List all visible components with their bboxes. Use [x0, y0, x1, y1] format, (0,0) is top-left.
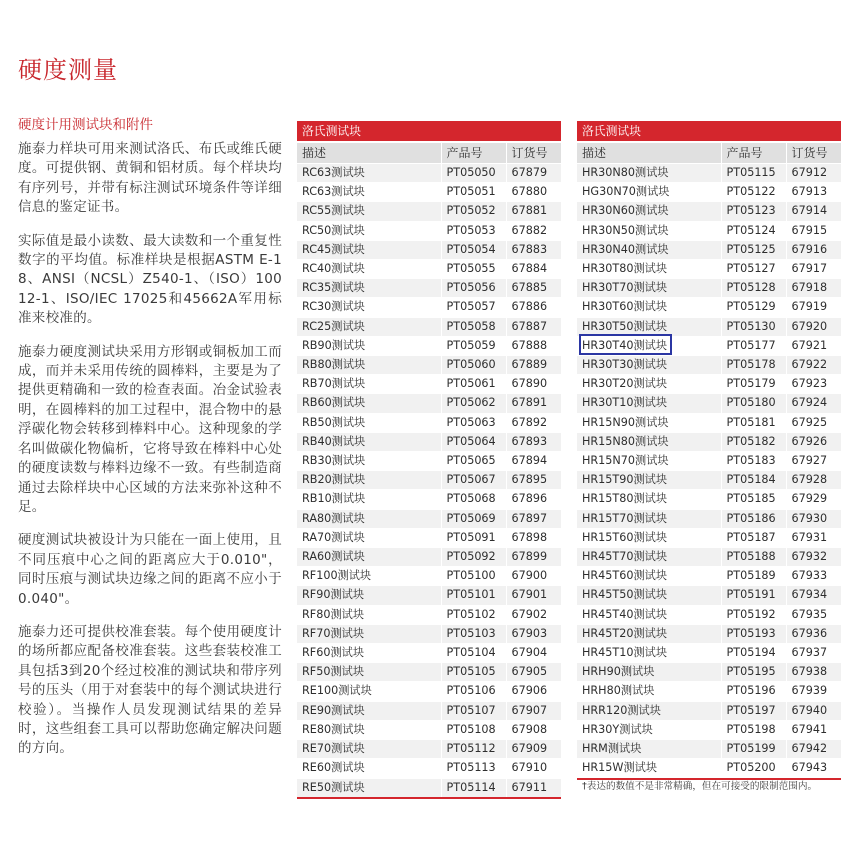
- cell-order-no: 67935: [786, 605, 841, 624]
- table-row: [577, 452, 841, 471]
- cell-description: RA60测试块: [297, 548, 441, 567]
- cell-order-no: 67910: [506, 759, 561, 778]
- cell-description: HR30T30测试块: [577, 356, 721, 375]
- cell-product-no: PT05059: [441, 336, 506, 355]
- cell-product-no: PT05104: [441, 644, 506, 663]
- cell-order-no: 67880: [506, 183, 561, 202]
- paragraph-4: 硬度测试块被设计为只能在一面上使用，且不同压痕中心之间的距离应大于0.010"，同时压痕与测试块边缘之间的距离不应小于0.040"。: [18, 532, 282, 607]
- table-row: [297, 298, 561, 317]
- cell-order-no: 67938: [786, 663, 841, 682]
- cell-order-no: 67887: [506, 317, 561, 336]
- cell-description: RE50测试块: [297, 778, 441, 798]
- cell-product-no: PT05196: [721, 682, 786, 701]
- cell-order-no: 67934: [786, 586, 841, 605]
- cell-order-no: 67900: [506, 567, 561, 586]
- table-row: [577, 586, 841, 605]
- cell-order-no: 67885: [506, 279, 561, 298]
- table-title: 洛氏测试块: [297, 121, 561, 142]
- cell-order-no: 67884: [506, 260, 561, 279]
- cell-description: RB40测试块: [297, 432, 441, 451]
- page-title: 硬度测量: [18, 56, 118, 84]
- cell-description: HR30T50测试块: [577, 317, 721, 336]
- cell-order-no: 67906: [506, 682, 561, 701]
- cell-product-no: PT05058: [441, 317, 506, 336]
- cell-description: HRH80测试块: [577, 682, 721, 701]
- cell-product-no: PT05106: [441, 682, 506, 701]
- cell-product-no: PT05103: [441, 624, 506, 643]
- table-row: [577, 490, 841, 509]
- cell-order-no: 67943: [786, 759, 841, 779]
- table-title: 洛氏测试块: [577, 121, 841, 142]
- cell-order-no: 67892: [506, 413, 561, 432]
- cell-product-no: PT05178: [721, 356, 786, 375]
- cell-product-no: PT05198: [721, 720, 786, 739]
- cell-product-no: PT05184: [721, 471, 786, 490]
- table-row: [297, 413, 561, 432]
- cell-description: RB10测试块: [297, 490, 441, 509]
- cell-product-no: PT05092: [441, 548, 506, 567]
- cell-description: HR15T60测试块: [577, 528, 721, 547]
- cell-product-no: PT05191: [721, 586, 786, 605]
- cell-description: RF60测试块: [297, 644, 441, 663]
- cell-product-no: PT05180: [721, 394, 786, 413]
- cell-description: RA70测试块: [297, 528, 441, 547]
- cell-product-no: PT05069: [441, 509, 506, 528]
- cell-description: RF50测试块: [297, 663, 441, 682]
- cell-description: RE90测试块: [297, 701, 441, 720]
- cell-description: HRM测试块: [577, 740, 721, 759]
- cell-product-no: PT05193: [721, 624, 786, 643]
- cell-order-no: 67933: [786, 567, 841, 586]
- cell-order-no: 67932: [786, 548, 841, 567]
- table-row: [297, 490, 561, 509]
- cell-description: RB90测试块: [297, 336, 441, 355]
- table-row: [297, 452, 561, 471]
- cell-product-no: PT05186: [721, 509, 786, 528]
- table-row: [577, 260, 841, 279]
- table-row: [297, 336, 561, 355]
- cell-description: HR15W测试块: [577, 759, 721, 779]
- table-row: [297, 471, 561, 490]
- cell-product-no: PT05091: [441, 528, 506, 547]
- table-row: [577, 356, 841, 375]
- cell-order-no: 67929: [786, 490, 841, 509]
- cell-description: RB20测试块: [297, 471, 441, 490]
- cell-order-no: 67911: [506, 778, 561, 798]
- table-row: [297, 548, 561, 567]
- cell-product-no: PT05051: [441, 183, 506, 202]
- table-title-row: [297, 121, 561, 142]
- cell-product-no: PT05062: [441, 394, 506, 413]
- table-row: [577, 740, 841, 759]
- table-row: [577, 548, 841, 567]
- table-row: [577, 471, 841, 490]
- cell-description: HR45T10测试块: [577, 644, 721, 663]
- cell-product-no: PT05183: [721, 452, 786, 471]
- cell-product-no: PT05185: [721, 490, 786, 509]
- cell-order-no: 67939: [786, 682, 841, 701]
- cell-product-no: PT05187: [721, 528, 786, 547]
- cell-order-no: 67879: [506, 164, 561, 183]
- table-row: [297, 740, 561, 759]
- cell-product-no: PT05064: [441, 432, 506, 451]
- cell-description: RC63测试块: [297, 183, 441, 202]
- cell-product-no: PT05065: [441, 452, 506, 471]
- cell-description: HRH90测试块: [577, 663, 721, 682]
- cell-order-no: 67918: [786, 279, 841, 298]
- cell-order-no: 67902: [506, 605, 561, 624]
- cell-product-no: PT05114: [441, 778, 506, 798]
- cell-order-no: 67899: [506, 548, 561, 567]
- cell-product-no: PT05127: [721, 260, 786, 279]
- cell-description: RA80测试块: [297, 509, 441, 528]
- table-row: [577, 164, 841, 183]
- rockwell-test-block-table-2: [577, 121, 841, 780]
- cell-product-no: PT05182: [721, 432, 786, 451]
- cell-description: HR30T70测试块: [577, 279, 721, 298]
- table-row: [297, 432, 561, 451]
- paragraph-5: 施泰力还可提供校准套装。每个使用硬度计的场所都应配备校准套装。这些套装校准工具包括3到20个经过校准的测试块和带序列号的压头（用于对套装中的每个测试块进行校验）。当操作人员发现测试结果的差异时，这些组套工具可以帮助您确定解决问题的方向。: [18, 623, 282, 757]
- table-row: [577, 279, 841, 298]
- cell-description: HR45T20测试块: [577, 624, 721, 643]
- cell-description: HR30T10测试块: [577, 394, 721, 413]
- cell-order-no: 67881: [506, 202, 561, 221]
- cell-product-no: PT05100: [441, 567, 506, 586]
- table-row: [577, 375, 841, 394]
- column-header-product-no: 产品号: [721, 142, 786, 164]
- cell-order-no: 67913: [786, 183, 841, 202]
- table-row: [297, 605, 561, 624]
- paragraph-2: 实际值是最小读数、最大读数和一个重复性数字的平均值。标准样块是根据ASTM E-18、ANSI（NCSL）Z540-1、（ISO）10012-1、ISO/IEC 17025和45662A军用标准来校准的。: [18, 232, 282, 327]
- intro-text-column: [18, 116, 282, 773]
- cell-product-no: PT05054: [441, 240, 506, 259]
- cell-description: RF100测试块: [297, 567, 441, 586]
- table-row: [297, 260, 561, 279]
- cell-product-no: PT05177: [721, 336, 786, 355]
- cell-order-no: 67886: [506, 298, 561, 317]
- cell-description: RE80测试块: [297, 720, 441, 739]
- table-row: [577, 605, 841, 624]
- cell-order-no: 67895: [506, 471, 561, 490]
- table-row: [297, 624, 561, 643]
- cell-description: RC50测试块: [297, 221, 441, 240]
- table-row: [577, 682, 841, 701]
- cell-product-no: PT05105: [441, 663, 506, 682]
- cell-order-no: 67889: [506, 356, 561, 375]
- cell-description: RF80测试块: [297, 605, 441, 624]
- cell-order-no: 67928: [786, 471, 841, 490]
- table-header-row: [297, 142, 561, 164]
- cell-product-no: PT05192: [721, 605, 786, 624]
- cell-description: HR45T40测试块: [577, 605, 721, 624]
- cell-description: HR45T50测试块: [577, 586, 721, 605]
- cell-description: RF90测试块: [297, 586, 441, 605]
- table-row: [297, 375, 561, 394]
- cell-order-no: 67896: [506, 490, 561, 509]
- table-header-row: [577, 142, 841, 164]
- cell-order-no: 67919: [786, 298, 841, 317]
- cell-order-no: 67891: [506, 394, 561, 413]
- cell-description: RC35测试块: [297, 279, 441, 298]
- cell-description: RB50测试块: [297, 413, 441, 432]
- cell-product-no: PT05123: [721, 202, 786, 221]
- cell-order-no: 67922: [786, 356, 841, 375]
- table-row: [577, 528, 841, 547]
- table-row: [297, 720, 561, 739]
- table-row: [297, 164, 561, 183]
- cell-product-no: PT05112: [441, 740, 506, 759]
- cell-description: HR30N50测试块: [577, 221, 721, 240]
- paragraph-3: 施泰力硬度测试块采用方形钢或铜板加工而成，而并未采用传统的圆棒料，主要是为了提供更精确和一致的检查表面。冶金试验表明，在圆棒料的加工过程中，混合物中的悬浮碳化物会转移到棒料中心。这种现象的学名叫做碳化物偏析，它将导致在棒料中心处的硬度读数与棒料边缘不一致。有些制造商通过去除样块中心区域的方法来弥补这种不足。: [18, 343, 282, 515]
- table-row: [297, 221, 561, 240]
- table-row: [577, 183, 841, 202]
- cell-order-no: 67926: [786, 432, 841, 451]
- cell-product-no: PT05053: [441, 221, 506, 240]
- cell-product-no: PT05113: [441, 759, 506, 778]
- cell-product-no: PT05063: [441, 413, 506, 432]
- cell-order-no: 67905: [506, 663, 561, 682]
- cell-product-no: PT05060: [441, 356, 506, 375]
- cell-description: RB70测试块: [297, 375, 441, 394]
- table-row: [297, 663, 561, 682]
- cell-description: RB80测试块: [297, 356, 441, 375]
- table-row: [577, 624, 841, 643]
- cell-order-no: 67888: [506, 336, 561, 355]
- cell-description: HR15N80测试块: [577, 432, 721, 451]
- cell-product-no: PT05195: [721, 663, 786, 682]
- cell-product-no: PT05197: [721, 701, 786, 720]
- table-row: [297, 240, 561, 259]
- cell-description: HRR120测试块: [577, 701, 721, 720]
- cell-product-no: PT05068: [441, 490, 506, 509]
- cell-product-no: PT05102: [441, 605, 506, 624]
- cell-product-no: PT05115: [721, 164, 786, 183]
- cell-order-no: 67898: [506, 528, 561, 547]
- cell-product-no: PT05181: [721, 413, 786, 432]
- cell-order-no: 67901: [506, 586, 561, 605]
- cell-product-no: PT05067: [441, 471, 506, 490]
- table-row: [297, 778, 561, 798]
- table-row: [297, 279, 561, 298]
- cell-product-no: PT05179: [721, 375, 786, 394]
- table-row: [297, 586, 561, 605]
- paragraph-1: 施泰力样块可用来测试洛氏、布氏或维氏硬度。可提供钢、黄铜和铝材质。每个样块均有序列号，并带有标注测试环境条件等详细信息的鉴定证书。: [18, 141, 282, 216]
- table-row: [297, 528, 561, 547]
- cell-description: HR30Y测试块: [577, 720, 721, 739]
- cell-order-no: 67894: [506, 452, 561, 471]
- cell-product-no: PT05052: [441, 202, 506, 221]
- cell-description: HR15T90测试块: [577, 471, 721, 490]
- table-row: [297, 509, 561, 528]
- cell-description: RC40测试块: [297, 260, 441, 279]
- cell-order-no: 67890: [506, 375, 561, 394]
- cell-order-no: 67916: [786, 240, 841, 259]
- column-header-product-no: 产品号: [441, 142, 506, 164]
- table-row: [577, 701, 841, 720]
- cell-description: HR45T70测试块: [577, 548, 721, 567]
- cell-description: HG30N70测试块: [577, 183, 721, 202]
- cell-order-no: 67909: [506, 740, 561, 759]
- column-header-description: 描述: [577, 142, 721, 164]
- cell-description: RC55测试块: [297, 202, 441, 221]
- cell-order-no: 67923: [786, 375, 841, 394]
- table-row: [577, 336, 841, 355]
- table-footnote: †表达的数值不是非常精确，但在可接受的限制范围内。: [582, 781, 818, 792]
- cell-order-no: 67940: [786, 701, 841, 720]
- cell-product-no: PT05194: [721, 644, 786, 663]
- cell-order-no: 67917: [786, 260, 841, 279]
- cell-description: RE60测试块: [297, 759, 441, 778]
- table-row: [297, 759, 561, 778]
- table-row: [577, 221, 841, 240]
- cell-product-no: PT05050: [441, 164, 506, 183]
- cell-description: HR15T70测试块: [577, 509, 721, 528]
- cell-product-no: PT05130: [721, 317, 786, 336]
- table-row: [297, 183, 561, 202]
- cell-description: HR30T60测试块: [577, 298, 721, 317]
- table-row: [577, 759, 841, 779]
- table-row: [297, 682, 561, 701]
- cell-description: RC25测试块: [297, 317, 441, 336]
- cell-description: RF70测试块: [297, 624, 441, 643]
- cell-order-no: 67908: [506, 720, 561, 739]
- cell-description: RB30测试块: [297, 452, 441, 471]
- cell-product-no: PT05124: [721, 221, 786, 240]
- table-row: [297, 202, 561, 221]
- cell-product-no: PT05108: [441, 720, 506, 739]
- table-row: [577, 432, 841, 451]
- cell-product-no: PT05125: [721, 240, 786, 259]
- cell-description: HR15N70测试块: [577, 452, 721, 471]
- cell-order-no: 67941: [786, 720, 841, 739]
- table-row: [297, 701, 561, 720]
- cell-order-no: 67893: [506, 432, 561, 451]
- table-row: [577, 317, 841, 336]
- cell-description: HR15N90测试块: [577, 413, 721, 432]
- cell-order-no: 67883: [506, 240, 561, 259]
- cell-order-no: 67920: [786, 317, 841, 336]
- cell-product-no: PT05189: [721, 567, 786, 586]
- cell-order-no: 67937: [786, 644, 841, 663]
- table-row: [577, 413, 841, 432]
- cell-description: RC30测试块: [297, 298, 441, 317]
- cell-order-no: 67904: [506, 644, 561, 663]
- cell-order-no: 67912: [786, 164, 841, 183]
- table-row: [297, 644, 561, 663]
- cell-order-no: 67925: [786, 413, 841, 432]
- cell-description: HR45T60测试块: [577, 567, 721, 586]
- table-row: [577, 644, 841, 663]
- section-subheading: 硬度计用测试块和附件: [18, 117, 153, 133]
- cell-order-no: 67936: [786, 624, 841, 643]
- cell-product-no: PT05101: [441, 586, 506, 605]
- cell-description: HR30T80测试块: [577, 260, 721, 279]
- table-row: [577, 567, 841, 586]
- table-row: [297, 394, 561, 413]
- table-row: [577, 202, 841, 221]
- cell-description: RE70测试块: [297, 740, 441, 759]
- column-header-order-no: 订货号: [786, 142, 841, 164]
- cell-product-no: PT05056: [441, 279, 506, 298]
- cell-description: HR15T80测试块: [577, 490, 721, 509]
- cell-product-no: PT05107: [441, 701, 506, 720]
- cell-order-no: 67914: [786, 202, 841, 221]
- cell-order-no: 67924: [786, 394, 841, 413]
- cell-description: HR30N80测试块: [577, 164, 721, 183]
- cell-description: HR30T40测试块: [577, 336, 721, 355]
- cell-order-no: 67931: [786, 528, 841, 547]
- table-title-row: [577, 121, 841, 142]
- cell-order-no: 67942: [786, 740, 841, 759]
- cell-product-no: PT05129: [721, 298, 786, 317]
- cell-description: RE100测试块: [297, 682, 441, 701]
- cell-product-no: PT05122: [721, 183, 786, 202]
- cell-description: RB60测试块: [297, 394, 441, 413]
- cell-description: HR30N40测试块: [577, 240, 721, 259]
- cell-product-no: PT05188: [721, 548, 786, 567]
- cell-order-no: 67927: [786, 452, 841, 471]
- cell-description: HR30N60测试块: [577, 202, 721, 221]
- table-row: [577, 720, 841, 739]
- cell-description: RC45测试块: [297, 240, 441, 259]
- table-row: [577, 298, 841, 317]
- table-row: [297, 567, 561, 586]
- column-header-order-no: 订货号: [506, 142, 561, 164]
- cell-order-no: 67915: [786, 221, 841, 240]
- table-row: [577, 509, 841, 528]
- cell-product-no: PT05128: [721, 279, 786, 298]
- cell-order-no: 67903: [506, 624, 561, 643]
- table-row: [577, 240, 841, 259]
- cell-description: HR30T20测试块: [577, 375, 721, 394]
- cell-description: RC63测试块: [297, 164, 441, 183]
- table-row: [577, 394, 841, 413]
- table-row: [577, 663, 841, 682]
- cell-product-no: PT05199: [721, 740, 786, 759]
- cell-order-no: 67907: [506, 701, 561, 720]
- cell-order-no: 67882: [506, 221, 561, 240]
- cell-order-no: 67930: [786, 509, 841, 528]
- cell-product-no: PT05057: [441, 298, 506, 317]
- column-header-description: 描述: [297, 142, 441, 164]
- cell-order-no: 67921: [786, 336, 841, 355]
- cell-product-no: PT05200: [721, 759, 786, 779]
- cell-product-no: PT05061: [441, 375, 506, 394]
- cell-order-no: 67897: [506, 509, 561, 528]
- table-row: [297, 356, 561, 375]
- table-row: [297, 317, 561, 336]
- cell-product-no: PT05055: [441, 260, 506, 279]
- rockwell-test-block-table-1: [297, 121, 561, 799]
